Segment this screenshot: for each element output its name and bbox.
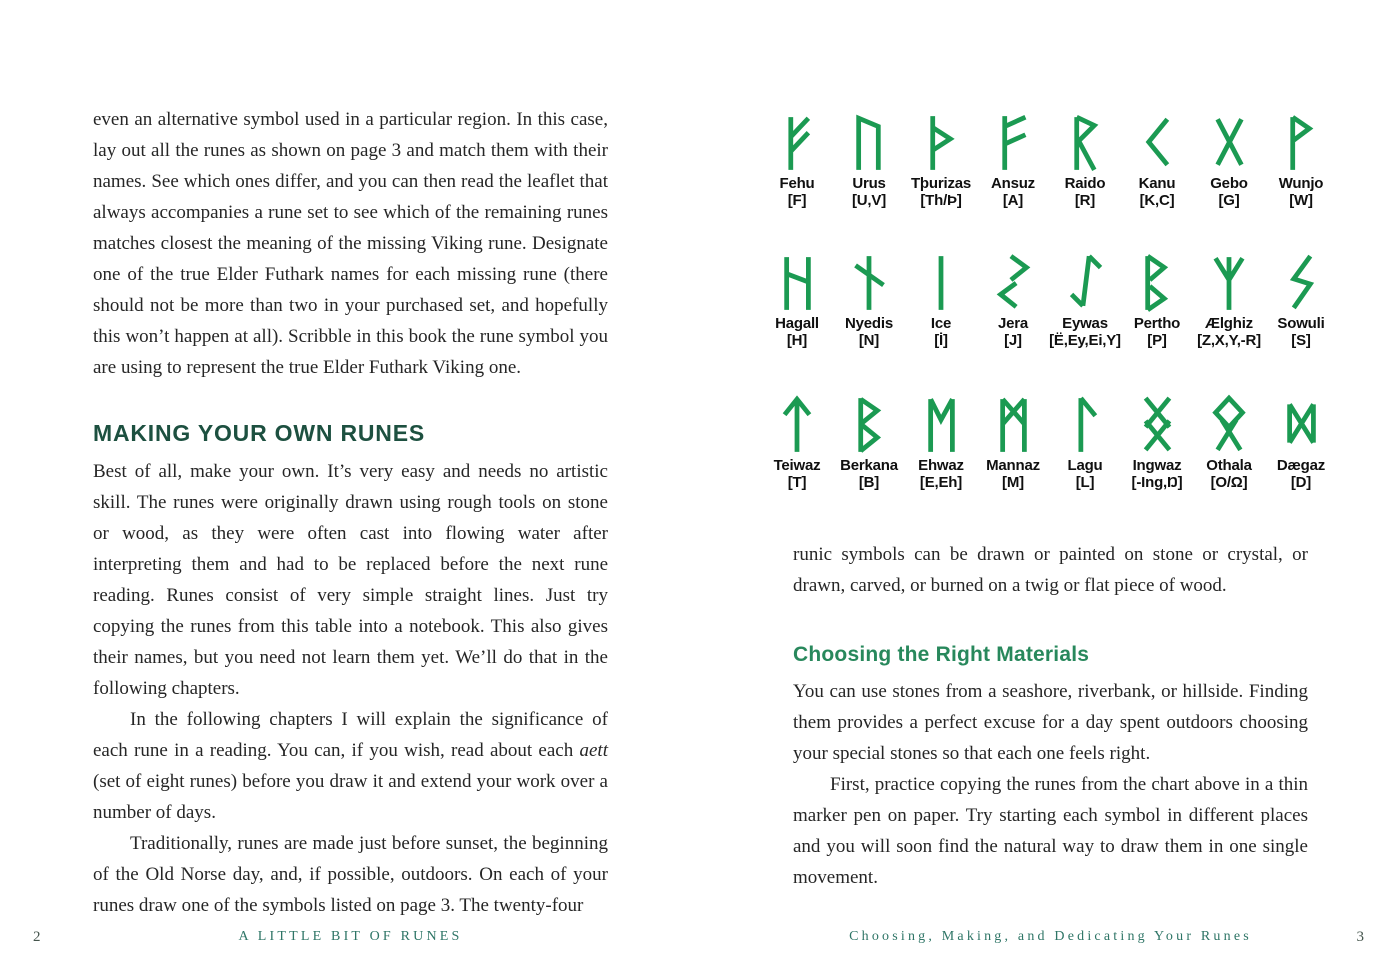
fehu-rune-icon (776, 112, 818, 172)
kanu-rune-icon (1136, 112, 1178, 172)
thurizas-rune-icon (920, 112, 962, 172)
rune-sound: [-Ing,Ŋ] (1131, 473, 1183, 491)
rune-sound: [M] (1002, 473, 1024, 491)
rune-sound: [T] (787, 473, 807, 491)
page-number-right: 3 (1356, 929, 1364, 945)
sowuli-rune-icon (1280, 252, 1322, 312)
urus-rune-icon (848, 112, 890, 172)
paragraph-text: In the following chapters I will explain the significance of each rune in a reading. You can, if you wish, read about each (93, 709, 608, 761)
rune-cell-ingwaz (1121, 394, 1193, 491)
rune-name: Gebo (1210, 175, 1248, 192)
rune-cell-eywas (1049, 252, 1121, 349)
raido-rune-icon (1064, 112, 1106, 172)
lagu-rune-icon (1064, 394, 1106, 454)
rune-name: Nyedis (845, 315, 893, 332)
rune-name: Jera (997, 315, 1029, 332)
rune-sound: [İ] (934, 331, 948, 349)
rune-sound: [Th/Þ] (920, 191, 962, 209)
mannaz-rune-icon (992, 394, 1034, 454)
rune-cell-ansuz (977, 112, 1049, 209)
paragraph-practice: First, practice copying the runes from the chart above in a thin marker pen on paper. Try starting each symbol in different places and you will soon find the natural way to draw them in one single movement. (793, 774, 1308, 888)
rune-name: Othala (1206, 457, 1252, 474)
paragraph-traditionally: Traditionally, runes are made just before sunset, the beginning of the Old Norse day, and, if possible, outdoors. On each of your runes draw one of the symbols listed on page 3. The twenty-four (93, 833, 608, 916)
rune-cell-hagall (761, 252, 833, 349)
rune-name: Ingwaz (1132, 457, 1182, 474)
jera-rune-icon (992, 252, 1034, 312)
paragraph-making-runes: Best of all, make your own. It’s very easy and needs no artistic skill. The runes were originally drawn using rough tools on stone or wood, as they were often cast into flowing water after interpreting them and had to be replaced before the next rune reading. Runes consist of very simple straight lines. Just try copying the runes from this table into a notebook. This also gives their names, but you need not learn them yet. We’ll do that in the following chapters. (93, 461, 608, 699)
rune-name: Dægaz (1276, 457, 1326, 474)
rune-cell-thurizas (905, 112, 977, 209)
rune-name: Fehu (779, 175, 815, 192)
rune-name: Ice (930, 315, 952, 332)
rune-name: Berkana (840, 457, 898, 474)
ehwaz-rune-icon (920, 394, 962, 454)
rune-cell-ice (905, 252, 977, 349)
daegaz-rune-icon (1280, 394, 1322, 454)
paragraph-runic-symbols: runic symbols can be drawn or painted on stone or crystal, or drawn, carved, or burned on a twig or flat piece of wood. (793, 544, 1308, 596)
paragraph-stones: You can use stones from a seashore, riverbank, or hillside. Finding them provides a perfect excuse for a day spent outdoors choosing your special stones so that each one feels right. (793, 681, 1308, 764)
rune-sound: [F] (787, 191, 807, 209)
rune-sound: [K,C] (1139, 191, 1175, 209)
rune-cell-gebo (1193, 112, 1265, 209)
pertho-rune-icon (1136, 252, 1178, 312)
page-number-left: 2 (33, 929, 41, 945)
rune-cell-othala (1193, 394, 1265, 491)
rune-name: Ælghiz (1205, 315, 1253, 332)
rune-cell-pertho (1121, 252, 1193, 349)
rune-sound: [O/Ω] (1210, 473, 1248, 491)
rune-name: Wunjo (1278, 175, 1324, 192)
paragraph-continuation: even an alternative symbol used in a particular region. In this case, lay out all the runes as shown on page 3 and match them with their names. See which ones differ, and you can then read the leaflet that always accompanies a rune set to see which of the remaining runes matches closest the meaning of the missing Viking rune. Designate one of the true Elder Futhark names for each missing rune (there should not be more than two in your purchased set, and hopefully this won’t happen at all). Scribble in this book the rune symbol you are using to represent the true Elder Futhark Viking one. (93, 109, 608, 378)
section-heading-choosing-materials: Choosing the Right Materials (793, 643, 1090, 666)
rune-name: Sowuli (1277, 315, 1325, 332)
left-text-column (93, 104, 608, 921)
rune-cell-teiwaz (761, 394, 833, 491)
eywas-rune-icon (1064, 252, 1106, 312)
rune-cell-daegaz (1265, 394, 1337, 491)
rune-sound: [U,V] (852, 191, 886, 209)
nyedis-rune-icon (848, 252, 890, 312)
ice-rune-icon (920, 252, 962, 312)
teiwaz-rune-icon (776, 394, 818, 454)
rune-name: Pertho (1133, 315, 1181, 332)
rune-sound: [Ë,Ey,Ei,Y] (1049, 331, 1121, 349)
rune-cell-kanu (1121, 112, 1193, 209)
berkana-rune-icon (848, 394, 890, 454)
rune-name: Teiwaz (773, 457, 821, 474)
rune-cell-aelghiz (1193, 252, 1265, 349)
rune-sound: [L] (1075, 473, 1095, 491)
ansuz-rune-icon (992, 112, 1034, 172)
rune-name: Kanu (1138, 175, 1176, 192)
rune-name: Urus (852, 175, 886, 192)
rune-name: Eywas (1062, 315, 1108, 332)
paragraph-text: (set of eight runes) before you draw it and extend your work over a number of days. (93, 771, 608, 823)
othala-rune-icon (1208, 394, 1250, 454)
rune-cell-jera (977, 252, 1049, 349)
rune-name: Ehwaz (918, 457, 964, 474)
rune-sound: [Z,X,Y,-R] (1197, 331, 1261, 349)
rune-chart (761, 0, 1337, 510)
rune-sound: [A] (1002, 191, 1024, 209)
rune-row-2 (761, 252, 1337, 349)
aelghiz-rune-icon (1208, 252, 1250, 312)
section-heading-making-your-own-runes: MAKING YOUR OWN RUNES (93, 420, 425, 446)
paragraph-following-chapters (93, 704, 608, 828)
rune-cell-mannaz (977, 394, 1049, 491)
rune-name: Ansuz (990, 175, 1035, 192)
rune-cell-wunjo (1265, 112, 1337, 209)
rune-cell-raido (1049, 112, 1121, 209)
rune-sound: [E,Eh] (919, 473, 963, 491)
rune-cell-lagu (1049, 394, 1121, 491)
rune-name: Lagu (1067, 457, 1103, 474)
rune-sound: [R] (1074, 191, 1096, 209)
ingwaz-rune-icon (1136, 394, 1178, 454)
rune-name: Mannaz (986, 457, 1040, 474)
rune-row-3 (761, 394, 1337, 491)
rune-cell-ehwaz (905, 394, 977, 491)
rune-name: Raido (1064, 175, 1106, 192)
rune-sound: [G] (1218, 191, 1240, 209)
rune-cell-urus (833, 112, 905, 209)
italic-term-aett: aett (579, 740, 608, 761)
rune-sound: [D] (1290, 473, 1312, 491)
rune-sound: [W] (1289, 191, 1313, 209)
rune-row-1 (761, 112, 1337, 209)
right-text-column (793, 539, 1308, 893)
hagall-rune-icon (776, 252, 818, 312)
rune-sound: [H] (786, 331, 808, 349)
rune-sound: [J] (1004, 331, 1022, 349)
wunjo-rune-icon (1280, 112, 1322, 172)
rune-name: Hagall (775, 315, 819, 332)
rune-sound: [N] (858, 331, 880, 349)
rune-cell-fehu (761, 112, 833, 209)
running-footer-chapter-title: Choosing, Making, and Dedicating Your Runes (849, 929, 1252, 944)
rune-sound: [S] (1291, 331, 1311, 349)
rune-cell-berkana (833, 394, 905, 491)
rune-sound: [P] (1147, 331, 1167, 349)
rune-sound: [B] (858, 473, 880, 491)
running-footer-book-title: A LITTLE BIT OF RUNES (238, 929, 463, 944)
rune-cell-nyedis (833, 252, 905, 349)
rune-cell-sowuli (1265, 252, 1337, 349)
gebo-rune-icon (1208, 112, 1250, 172)
rune-name: Tþurizas (910, 175, 972, 192)
